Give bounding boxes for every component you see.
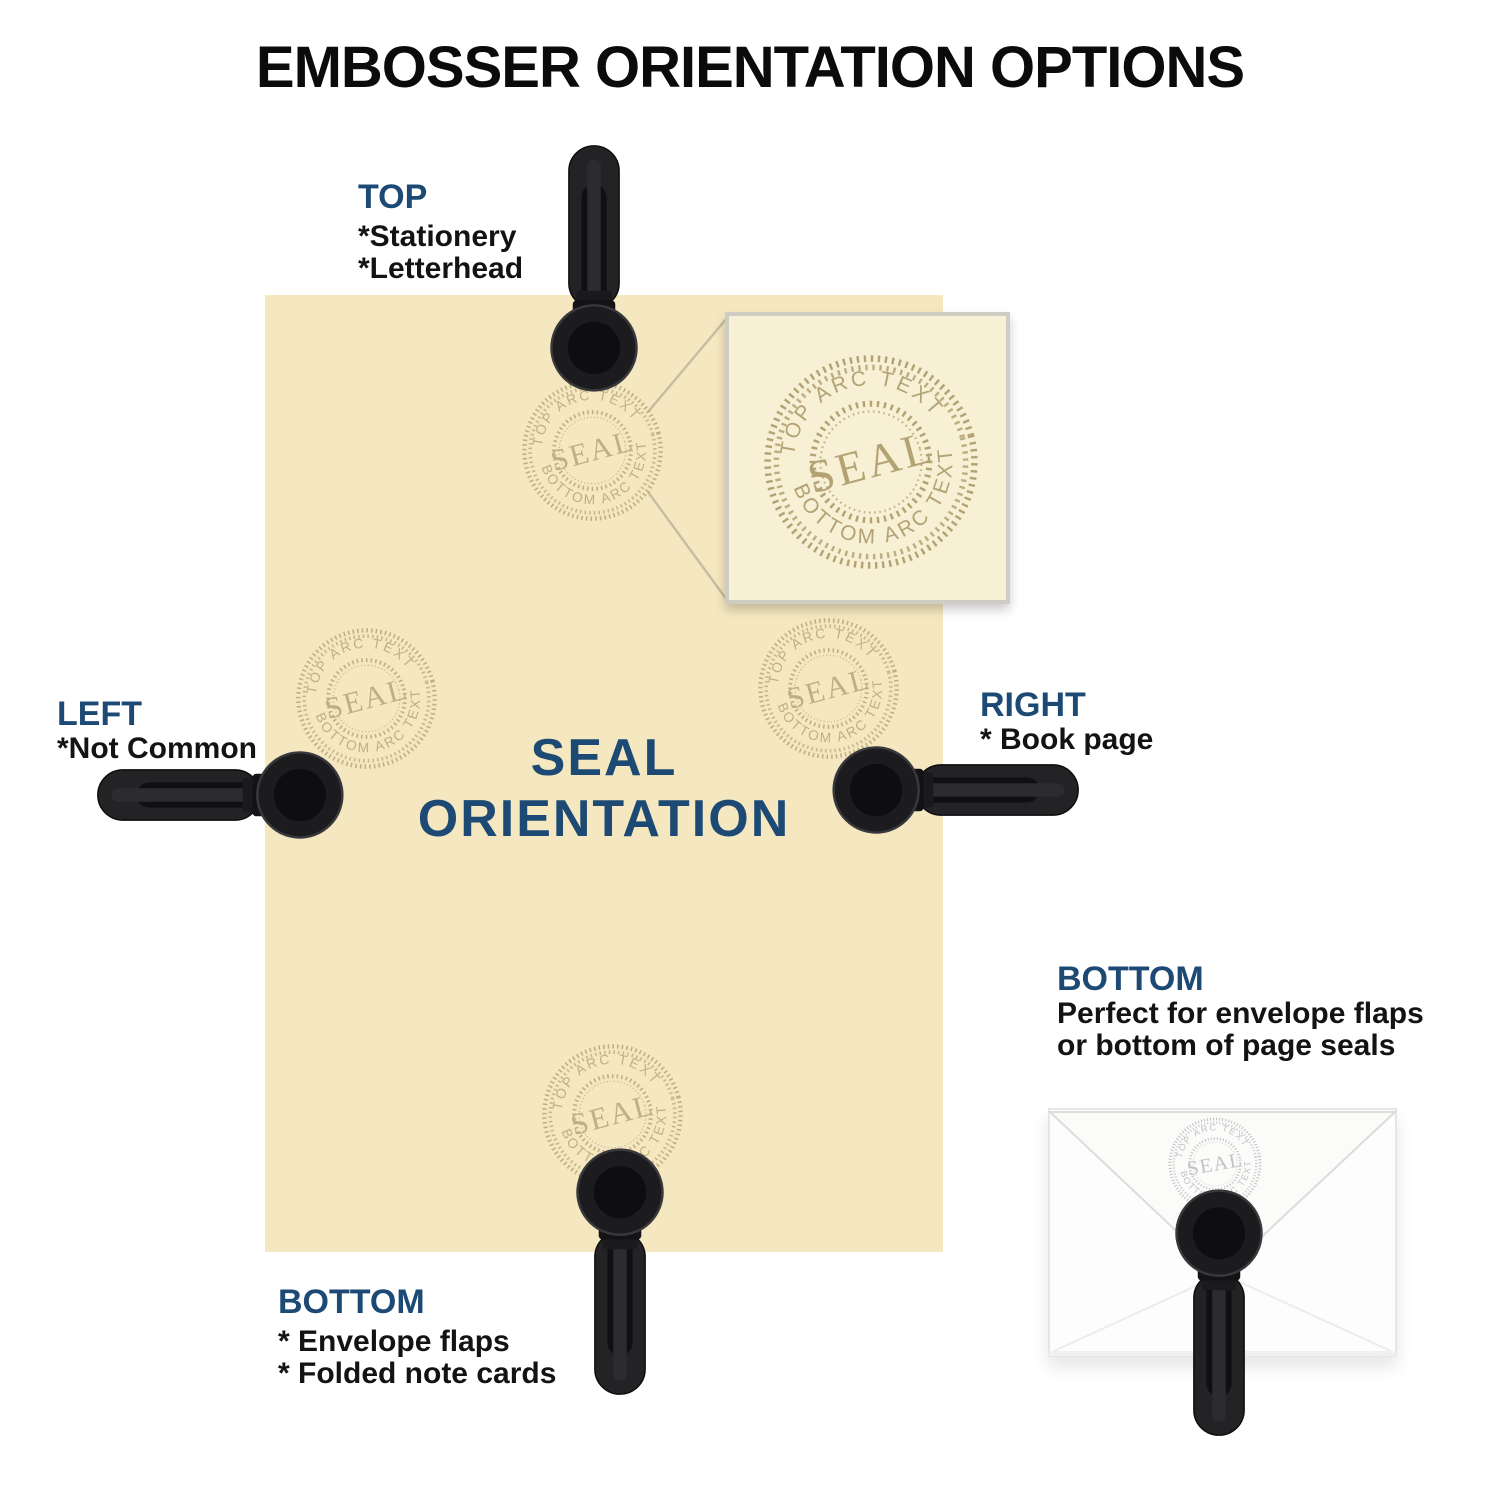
label-left xyxy=(57,695,257,765)
label-bottom xyxy=(278,1283,556,1390)
label-bottom-envelope-heading: BOTTOM xyxy=(1057,960,1204,998)
label-bottom-envelope-line: Perfect for envelope flaps xyxy=(1057,997,1424,1030)
label-top-heading: TOP xyxy=(358,178,428,216)
embosser-envelope xyxy=(1161,1180,1277,1441)
label-right xyxy=(980,686,1153,756)
label-bottom-heading: BOTTOM xyxy=(278,1283,425,1321)
label-top-item: *Stationery xyxy=(358,220,517,253)
label-bottom-envelope-line: or bottom of page seals xyxy=(1057,1029,1396,1062)
label-bottom-item: * Envelope flaps xyxy=(278,1325,510,1358)
label-right-item: * Book page xyxy=(980,723,1154,756)
label-bottom-envelope xyxy=(1057,960,1424,1062)
label-left-heading: LEFT xyxy=(57,695,142,733)
label-top xyxy=(358,178,523,285)
embosser-top xyxy=(536,140,652,401)
label-right-heading: RIGHT xyxy=(980,686,1086,724)
caption-line-1: SEAL xyxy=(530,729,678,787)
label-top-item: *Letterhead xyxy=(358,252,524,285)
seal-impression-closeup xyxy=(736,327,1005,596)
label-left-item: *Not Common xyxy=(57,732,257,765)
page-title: EMBOSSER ORIENTATION OPTIONS xyxy=(255,35,1245,100)
embosser-bottom xyxy=(562,1139,678,1400)
seal-closeup-inset xyxy=(725,312,1010,604)
label-bottom-item: * Folded note cards xyxy=(278,1357,557,1390)
caption-line-2: ORIENTATION xyxy=(417,789,791,848)
